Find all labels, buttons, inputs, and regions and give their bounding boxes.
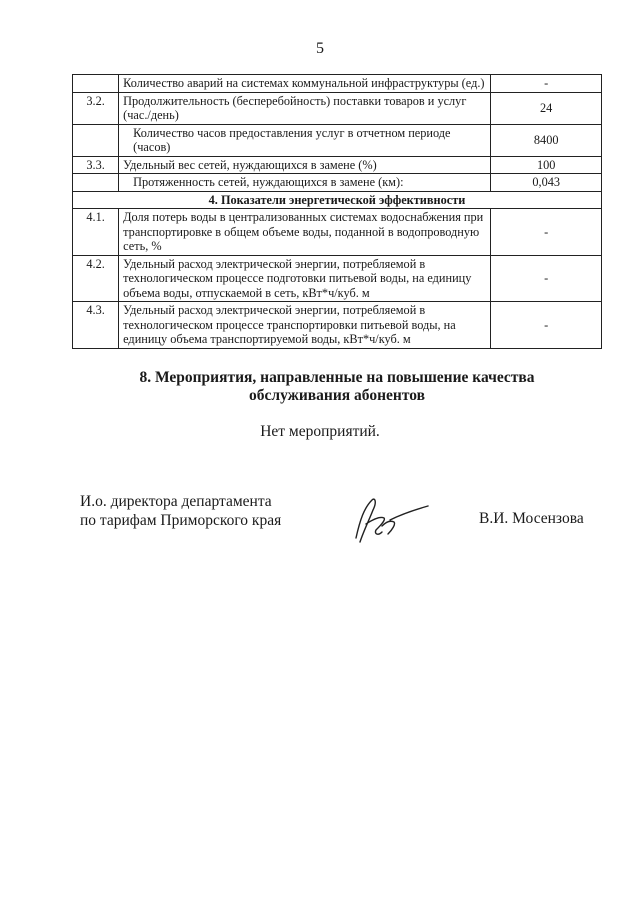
indicator-value: -: [491, 209, 602, 256]
row-number: 4.2.: [73, 255, 119, 302]
no-measures-text: Нет мероприятий.: [260, 423, 380, 440]
section-8-heading-line2: обслуживания абонентов: [249, 387, 425, 404]
indicator-name: Количество аварий на системах коммунальной инфраструктуры (ед.): [119, 75, 491, 93]
indicator-name: Удельный расход электрической энергии, потребляемой в технологическом процессе транспортировки питьевой воды, на единицу объема транспортируемой воды, кВт*ч/куб. м: [119, 302, 491, 349]
section-title: 4. Показатели энергетической эффективности: [73, 191, 602, 209]
row-number: 3.2.: [73, 92, 119, 124]
row-number: [73, 124, 119, 156]
table-row: [73, 209, 602, 256]
indicator-value: -: [491, 302, 602, 349]
section-8-heading: [72, 369, 602, 405]
indicator-value: -: [491, 255, 602, 302]
indicators-table: [72, 74, 602, 349]
table-row: [73, 92, 602, 124]
page-number: 5: [316, 40, 324, 57]
indicators-table-body: [73, 75, 602, 349]
table-row: [73, 75, 602, 93]
table-row: [73, 156, 602, 174]
indicator-value: -: [491, 75, 602, 93]
table-section-row: [73, 191, 602, 209]
indicator-name: Протяженность сетей, нуждающихся в замене (км):: [119, 174, 491, 192]
table-row: [73, 174, 602, 192]
indicator-value: 0,043: [491, 174, 602, 192]
indicator-name: Удельный вес сетей, нуждающихся в замене (%): [119, 156, 491, 174]
indicator-name: Доля потерь воды в централизованных системах водоснабжения при транспортировке в общем объеме воды, поданной в водопроводную сеть, %: [119, 209, 491, 256]
row-number: 4.3.: [73, 302, 119, 349]
table-row: [73, 302, 602, 349]
row-number: 4.1.: [73, 209, 119, 256]
indicator-name: Количество часов предоставления услуг в отчетном периоде (часов): [119, 124, 491, 156]
indicator-name: Удельный расход электрической энергии, потребляемой в технологическом процессе подготовки питьевой воды, на единицу объема воды, отпускаемой в сеть, кВт*ч/куб. м: [119, 255, 491, 302]
signer-position: [80, 492, 281, 530]
signer-position-line1: И.о. директора департамента: [80, 493, 272, 510]
indicator-name: Продолжительность (бесперебойность) поставки товаров и услуг (час./день): [119, 92, 491, 124]
signer-position-line2: по тарифам Приморского края: [80, 512, 282, 529]
row-number: [73, 174, 119, 192]
section-8-heading-line1: 8. Мероприятия, направленные на повышение качества: [139, 369, 535, 386]
indicator-value: 100: [491, 156, 602, 174]
table-row: [73, 255, 602, 302]
indicator-value: 8400: [491, 124, 602, 156]
row-number: [73, 75, 119, 93]
table-row: [73, 124, 602, 156]
row-number: 3.3.: [73, 156, 119, 174]
handwritten-signature: [342, 490, 432, 550]
indicator-value: 24: [491, 92, 602, 124]
signer-name: В.И. Мосензова: [479, 510, 584, 527]
